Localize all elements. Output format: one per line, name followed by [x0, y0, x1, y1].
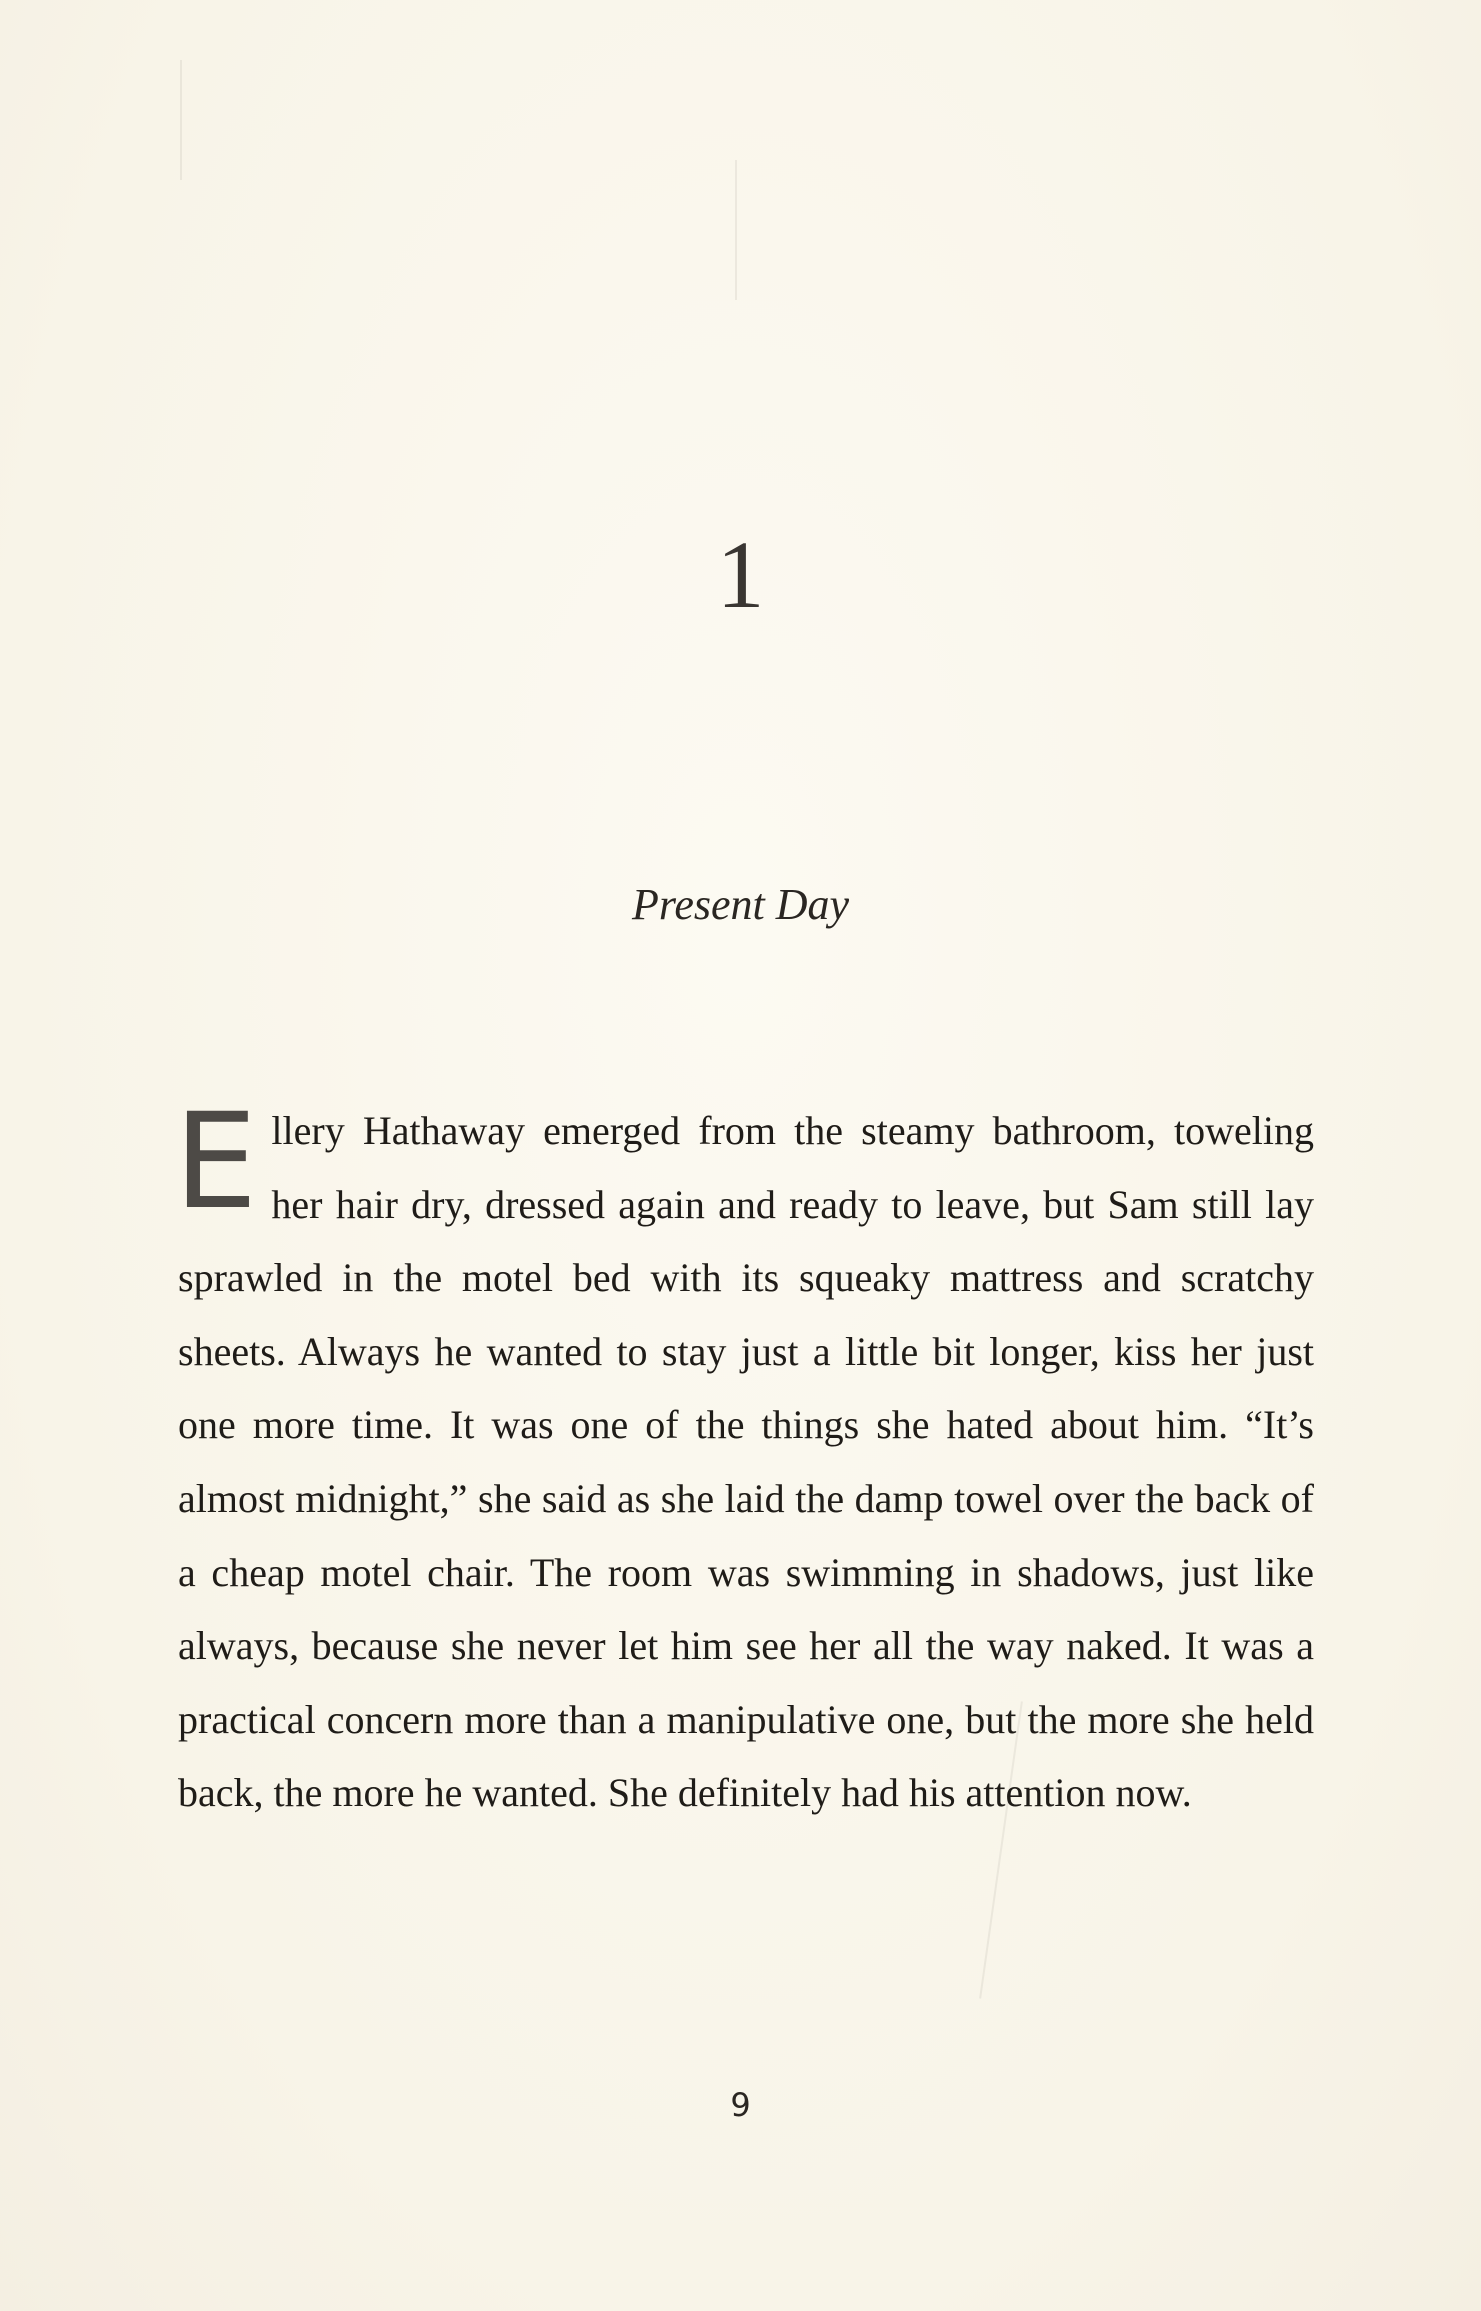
body-paragraph-text: llery Hathaway emerged from the steamy bathroom, toweling her hair dry, dressed again and ready to leave, but Sam still lay sprawled in the motel bed with its squeaky mattress and scratchy sheets. Always he wanted to stay just a little bit longer, kiss her just one more time. It was one of the things she hated about him. “It’s almost midnight,” she said as she laid the damp towel over the back of a cheap motel chair. The room was swimming in shadows, just like always, because she never let him see her all the way naked. It was a practical concern more than a manipulative one, but the more she held back, the more he wanted. She definitely had his attention now.	[178, 1108, 1314, 1816]
drop-cap: E	[174, 1085, 258, 1239]
page-crease	[735, 160, 737, 300]
page-crease	[180, 60, 182, 180]
body-paragraph	[174, 1085, 1314, 1830]
chapter-number: 1	[716, 521, 765, 628]
page-number: 9	[730, 2086, 751, 2124]
chapter-subtitle: Present Day	[631, 880, 850, 929]
